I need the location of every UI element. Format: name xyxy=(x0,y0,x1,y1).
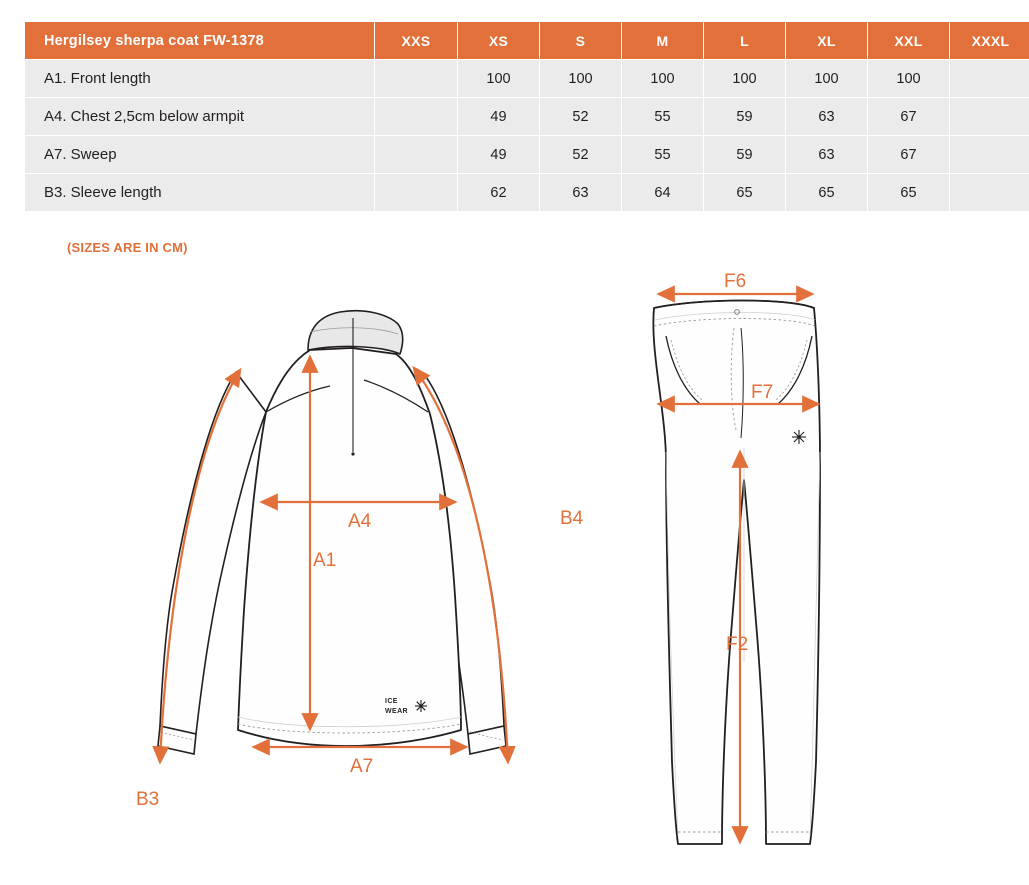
cell-a4-s: 52 xyxy=(540,98,622,136)
column-header-l: L xyxy=(704,22,786,60)
column-header-s: S xyxy=(540,22,622,60)
size-table-body xyxy=(25,60,1029,212)
cell-b3-m: 64 xyxy=(622,174,704,212)
cell-a4-xxs xyxy=(375,98,458,136)
column-header-m: M xyxy=(622,22,704,60)
cell-a1-xl: 100 xyxy=(786,60,868,98)
measure-label-b3: B3 xyxy=(136,789,160,810)
pants-illustration xyxy=(653,271,820,844)
cell-a1-l: 100 xyxy=(704,60,786,98)
cell-a4-xs: 49 xyxy=(458,98,540,136)
size-table xyxy=(24,21,1029,212)
units-note: (SIZES ARE IN CM) xyxy=(67,240,188,255)
column-header-xs: XS xyxy=(458,22,540,60)
row-label-a7: A7. Sweep xyxy=(25,136,375,174)
cell-b3-xl: 65 xyxy=(786,174,868,212)
cell-a1-xs: 100 xyxy=(458,60,540,98)
cell-a7-xxxl xyxy=(950,136,1029,174)
cell-a7-xl: 63 xyxy=(786,136,868,174)
cell-a7-xxl: 67 xyxy=(868,136,950,174)
cell-a7-xxs xyxy=(375,136,458,174)
snowflake-icon xyxy=(415,700,427,712)
cell-a1-xxs xyxy=(375,60,458,98)
cell-a1-m: 100 xyxy=(622,60,704,98)
column-header-xxxl: XXXL xyxy=(950,22,1029,60)
brand-label-line1: ICE xyxy=(385,698,398,705)
cell-a4-m: 55 xyxy=(622,98,704,136)
measure-label-b4: B4 xyxy=(560,508,584,529)
cell-a4-xxl: 67 xyxy=(868,98,950,136)
table-header-row xyxy=(25,22,1029,60)
measure-label-a4: A4 xyxy=(348,511,372,532)
table-row xyxy=(25,174,1029,212)
measure-label-f6: F6 xyxy=(724,271,747,292)
cell-a7-l: 59 xyxy=(704,136,786,174)
cell-a4-xl: 63 xyxy=(786,98,868,136)
garment-diagrams xyxy=(0,262,1029,882)
cell-b3-l: 65 xyxy=(704,174,786,212)
measure-label-a7: A7 xyxy=(350,756,374,777)
product-name-header: Hergilsey sherpa coat FW-1378 xyxy=(25,22,375,60)
measure-label-a1: A1 xyxy=(313,550,337,571)
cell-a1-xxl: 100 xyxy=(868,60,950,98)
brand-label-line2: WEAR xyxy=(385,708,408,715)
row-label-a4: A4. Chest 2,5cm below armpit xyxy=(25,98,375,136)
column-header-xl: XL xyxy=(786,22,868,60)
table-row xyxy=(25,60,1029,98)
cell-a7-xs: 49 xyxy=(458,136,540,174)
row-label-b3: B3. Sleeve length xyxy=(25,174,375,212)
jacket-illustration xyxy=(136,311,584,810)
column-header-xxl: XXL xyxy=(868,22,950,60)
cell-a4-l: 59 xyxy=(704,98,786,136)
cell-b3-xxl: 65 xyxy=(868,174,950,212)
cell-a1-s: 100 xyxy=(540,60,622,98)
snowflake-icon-pants xyxy=(792,430,806,444)
measure-label-f2: F2 xyxy=(726,634,749,655)
table-row xyxy=(25,98,1029,136)
measure-label-f7: F7 xyxy=(751,382,774,403)
cell-b3-xxs xyxy=(375,174,458,212)
cell-a4-xxxl xyxy=(950,98,1029,136)
cell-b3-xxxl xyxy=(950,174,1029,212)
cell-b3-s: 63 xyxy=(540,174,622,212)
cell-a1-xxxl xyxy=(950,60,1029,98)
cell-a7-s: 52 xyxy=(540,136,622,174)
row-label-a1: A1. Front length xyxy=(25,60,375,98)
column-header-xxs: XXS xyxy=(375,22,458,60)
cell-a7-m: 55 xyxy=(622,136,704,174)
size-table-header xyxy=(25,22,1029,60)
table-row xyxy=(25,136,1029,174)
cell-b3-xs: 62 xyxy=(458,174,540,212)
